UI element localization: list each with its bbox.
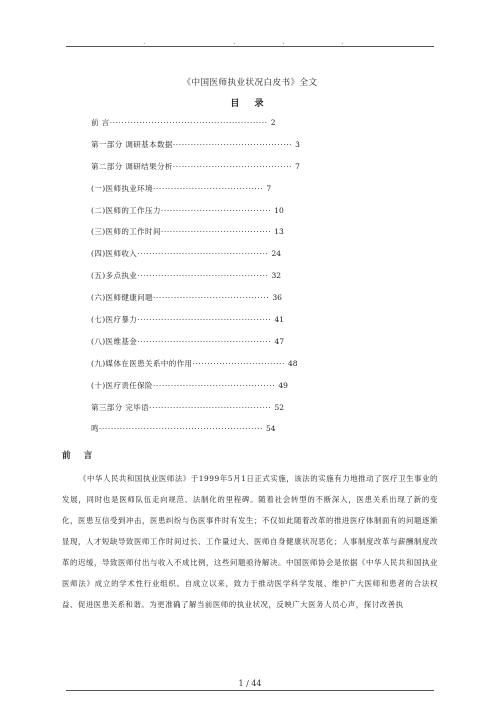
toc-entry[interactable]	[91, 178, 331, 200]
table-of-contents	[91, 112, 331, 440]
toc-page-number: 52	[274, 402, 284, 412]
toc-leader: ·····················································	[109, 118, 268, 127]
toc-page-number: 47	[274, 336, 284, 346]
toc-entry[interactable]	[91, 353, 331, 375]
toc-page-number: 24	[271, 249, 282, 259]
toc-entry[interactable]	[91, 112, 331, 134]
header-dot: .	[282, 37, 285, 46]
toc-leader: ············································	[137, 249, 269, 259]
toc-leader: ·············································	[137, 336, 272, 346]
toc-entry-label: (六)医师健康问题	[91, 293, 153, 303]
toc-entry[interactable]	[91, 243, 331, 265]
toc-page-number: 7	[295, 161, 300, 171]
toc-entry[interactable]	[91, 309, 331, 331]
toc-leader: ·····································	[160, 205, 272, 215]
toc-leader: ········································	[172, 139, 293, 149]
toc-entry-label: (二)医师的工作压力	[91, 205, 161, 215]
toc-page-number: 41	[274, 315, 284, 325]
toc-leader: ·····································	[152, 183, 264, 193]
intro-paragraph: 《中华人民共和国执业医师法》于1999年5月1日正式实施，该法的实施有力地推动了医疗卫生事业的发展，同时也是医师队伍走向规范、法制化的里程碑。随着社会转型的不断深入，医患关系出现了新的变化，医患互信受到冲击，医患纠纷与伤医事件时有发生；不仅如此随着改革的推进医疗体制面有的问题逐渐显现，人才短缺导致医师工作时间过长、工作量过大、医师自身健康状况恶化；人事制度改革与薪酬制度改革的迟缓，导致医师付出与收入不成比例，这些问题亟待解决。中国医师协会是依据《中华人民共和国执业医师法》成立的学术性行业组织。自成立以来，致力于推动医学科学发展、维护广大医师和患者的合法权益、促进医患关系和谐。为更准确了解当前医师的执业状况，反映广大医务人员心声，探讨改善执	[62, 474, 438, 609]
document-title: 《中国医师执业状况白皮书》全文	[182, 78, 318, 88]
toc-entry[interactable]	[91, 375, 331, 397]
toc-page-number: 10	[274, 205, 284, 215]
toc-leader: ·····································	[160, 227, 272, 237]
section-heading: 前 言	[62, 451, 98, 461]
toc-entry[interactable]	[91, 134, 331, 156]
header-dot: .	[341, 37, 344, 46]
header-dot: .	[233, 37, 236, 46]
toc-entry-label: (八)医维基金	[91, 336, 138, 346]
toc-entry[interactable]	[91, 200, 331, 222]
toc-entry[interactable]	[91, 287, 331, 309]
page-number: 1 / 44	[238, 679, 262, 688]
header-dot: .	[143, 37, 146, 46]
toc-entry-label: (七)医疗暴力	[91, 315, 138, 325]
toc-page-number: 36	[272, 293, 282, 303]
toc-entry-label: (一)医师执业环境	[91, 183, 153, 193]
toc-page-number: 3	[295, 139, 300, 149]
toc-leader: ········································	[172, 161, 293, 171]
toc-entry-label: (十)医疗责任保险	[91, 380, 153, 390]
toc-leader: ·········································	[152, 380, 276, 390]
toc-heading: 目 录	[230, 99, 270, 109]
toc-page-number: 48	[287, 358, 298, 368]
toc-leader: ············································	[137, 271, 269, 281]
header-rule	[66, 46, 434, 47]
toc-entry[interactable]	[91, 265, 331, 287]
toc-page-number: 7	[266, 183, 272, 193]
toc-leader: ·········································	[149, 402, 272, 412]
toc-entry-label: (三)医师的工作时间	[91, 227, 161, 237]
toc-page-number: 2	[270, 118, 276, 127]
toc-entry[interactable]	[91, 331, 331, 353]
toc-entry-label: 第三部分 完毕语	[91, 402, 150, 412]
toc-leader: ·············································	[137, 315, 272, 325]
toc-leader: ·······················································	[98, 424, 264, 434]
toc-page-number: 49	[278, 380, 288, 390]
toc-entry-label: (四)医师收入	[91, 249, 138, 259]
toc-entry[interactable]	[91, 418, 331, 440]
toc-entry[interactable]	[91, 397, 331, 419]
toc-entry-label: (五)多点执业	[91, 271, 138, 281]
toc-entry[interactable]	[91, 221, 331, 243]
toc-page-number: 54	[266, 424, 276, 434]
toc-leader: ·······································	[152, 293, 270, 303]
toc-entry-label: 鸣	[91, 424, 99, 434]
toc-page-number: 13	[274, 227, 284, 237]
toc-page-number: 32	[271, 271, 282, 281]
toc-entry-label: (九)媒体在医患关系中的作用	[91, 358, 193, 368]
toc-entry[interactable]	[91, 156, 331, 178]
toc-entry-label: 前 言	[91, 118, 110, 127]
toc-entry-label: 第二部分 调研结果分析	[91, 161, 173, 171]
toc-entry-label: 第一部分 调研基本数据	[91, 139, 173, 149]
toc-leader: ·······························	[192, 358, 285, 368]
footer-rule	[66, 690, 434, 691]
